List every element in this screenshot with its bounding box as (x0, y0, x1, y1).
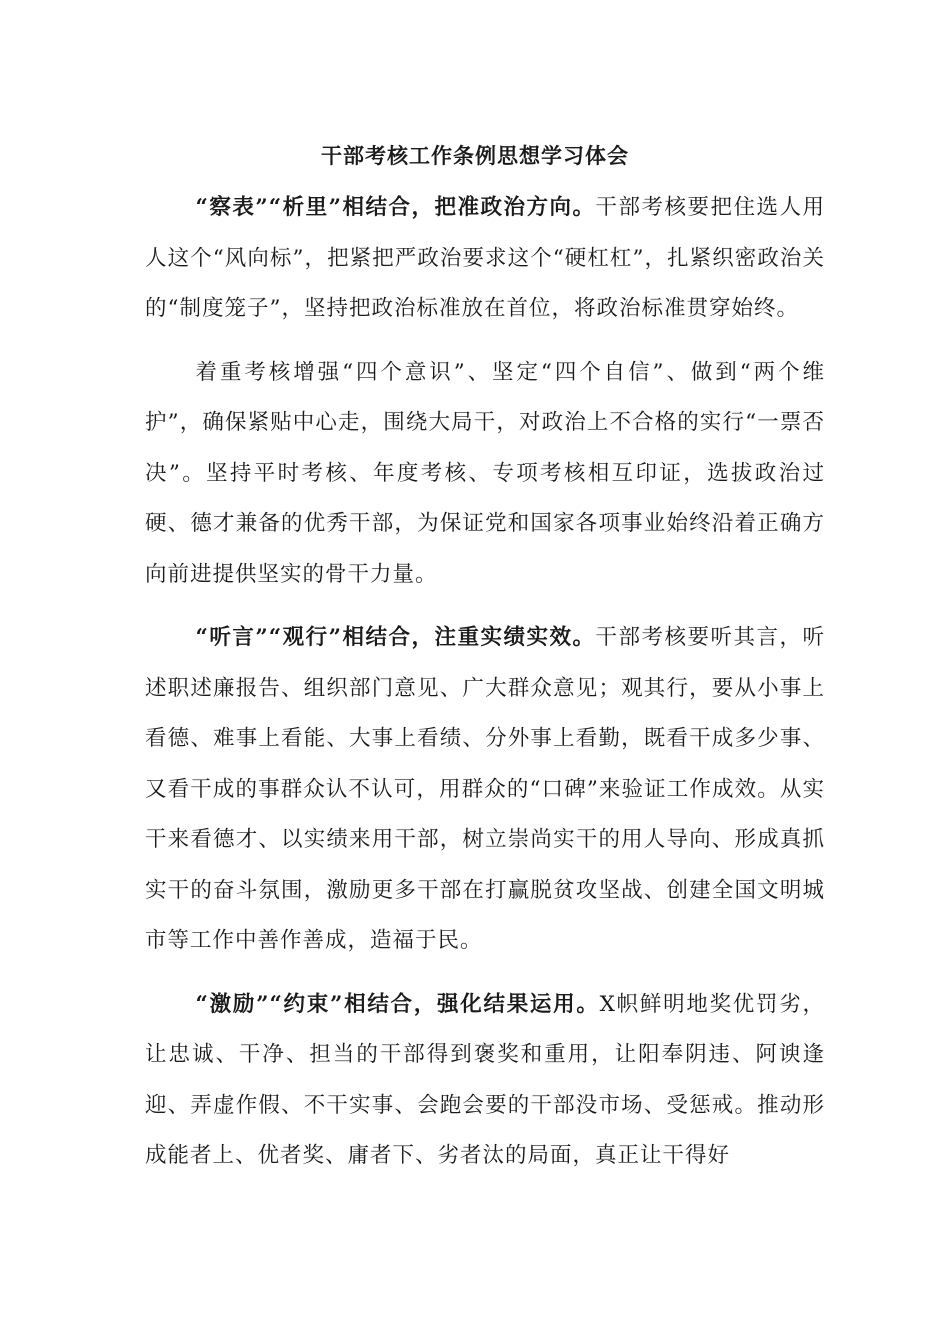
paragraph-4-text: X帜鲜明地奖优罚劣，让忠诚、干净、担当的干部得到褒奖和重用，让阳奉阴违、阿谀逢迎、弄虚作假、不干实事、会跑会要的干部没市场、受惩戒。推动形成能者上、优者奖、庸者下、劣者汰的局面，真正让干得好 (145, 991, 825, 1168)
paragraph-1-text: 干部考核要把住选人用人这个“风向标”，把紧把严政治要求这个“硬杠杠”，扎紧织密政治关的“制度笼子”，坚持把政治标准放在首位，将政治标准贯穿始终。 (145, 195, 825, 321)
paragraph-3-text: 干部考核要听其言，听述职述廉报告、组织部门意见、广大群众意见；观其行，要从小事上看德、难事上看能、大事上看绩、分外事上看勤，既看干成多少事、又看干成的事群众认不认可，用群众的“口碑”来验证工作成效。从实干来看德才、以实绩来用干部，树立崇尚实干的用人导向、形成真抓实干的奋斗氛围，激励更多干部在打赢脱贫攻坚战、创建全国文明城市等工作中善作善成，造福于民。 (145, 625, 825, 953)
paragraph-2-text: 着重考核增强“四个意识”、坚定“四个自信”、做到“两个维护”，确保紧贴中心走，围绕大局干，对政治上不合格的实行“一票否决”。坚持平时考核、年度考核、专项考核相互印证，选拔政治过硬、德才兼备的优秀干部，为保证党和国家各项事业始终沿着正确方向前进提供坚实的骨干力量。 (145, 359, 825, 587)
paragraph-4-lead: “激励”“约束”相结合，强化结果运用。 (195, 991, 600, 1017)
paragraph-1-lead: “察表”“析里”相结合，把准政治方向。 (195, 195, 596, 220)
paragraph-4 (145, 980, 825, 1182)
document-title: 干部考核工作条例思想学习体会 (321, 143, 629, 168)
paragraph-1 (145, 183, 825, 335)
paragraph-3 (145, 613, 825, 967)
paragraph-2 (145, 348, 825, 601)
paragraph-3-lead: “听言”“观行”相结合，注重实绩实效。 (195, 625, 596, 650)
document-body (145, 183, 825, 1182)
